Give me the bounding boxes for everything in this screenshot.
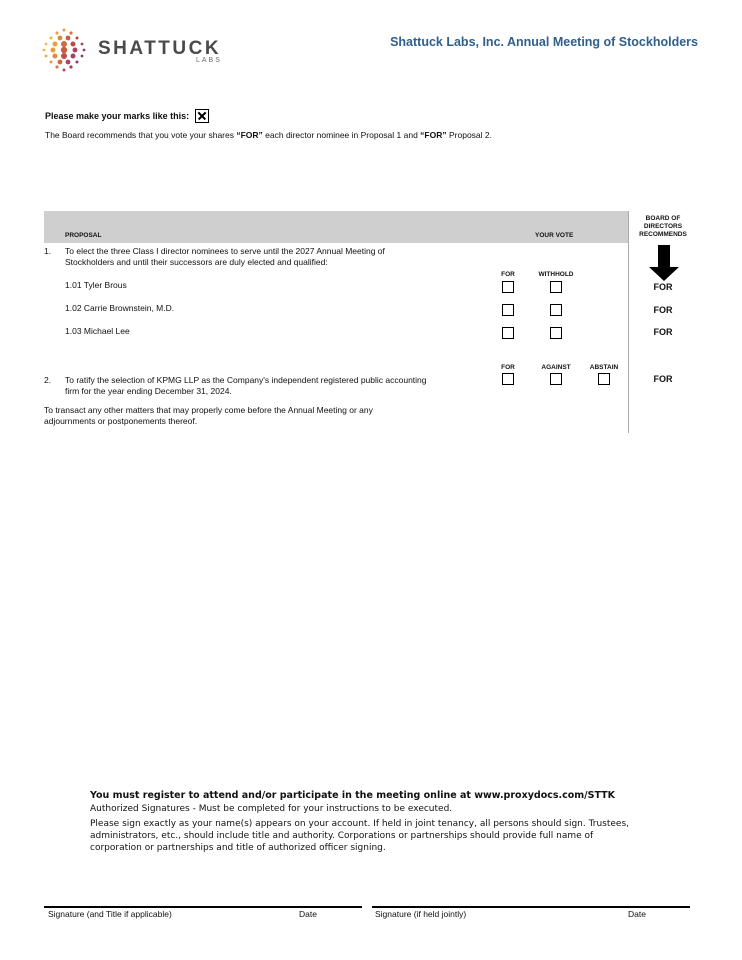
intro-for-2: “FOR” [420,130,447,140]
p2-against-column-header: AGAINST [541,364,571,371]
nominee-label: 1.03 Michael Lee [65,326,130,336]
other-matters-line: To transact any other matters that may properly come before the Annual Meeting or any [44,405,373,415]
date-2-label: Date [628,909,646,919]
nominee-3-for-checkbox[interactable] [502,327,514,339]
nominee-1-withhold-checkbox[interactable] [550,281,562,293]
signing-instruction-line: administrators, etc., should include title and authority. Corporations or partnerships should provide full name of [90,831,594,841]
p2-for-column-header: FOR [501,364,515,371]
proposal-1-number: 1. [44,246,52,256]
your-vote-column-header: YOUR VOTE [535,232,574,239]
board-recommends-header [630,215,696,239]
marks-label: Please make your marks like this: [45,111,190,121]
proposal-1-line: Stockholders and until their successors are duly elected and qualified: [65,256,328,267]
signing-instruction-line: corporation or partnerships and title of authorized officer signing. [90,843,386,853]
register-online-notice: You must register to attend and/or participate in the meeting online at www.proxydocs.com/STTK [90,790,616,801]
proposal-2-against-checkbox[interactable] [550,373,562,385]
nominee-1-for-checkbox[interactable] [502,281,514,293]
signature-line-2[interactable] [372,906,690,908]
proposal-2-recommendation: FOR [653,374,673,384]
intro-text-pre: The Board recommends that you vote your shares [45,130,237,140]
nominee-3-withhold-checkbox[interactable] [550,327,562,339]
proposal-2-text [65,375,427,396]
board-rec-line: BOARD OF [645,215,681,222]
proposal-column-header: PROPOSAL [65,232,102,239]
other-matters-text [44,405,373,426]
proposal-2-line: firm for the year ending December 31, 2024. [65,385,232,396]
p2-abstain-column-header: ABSTAIN [589,364,619,371]
recommend-arrow-icon [649,245,679,281]
intro-text-mid: each director nominee in Proposal 1 and [262,130,421,140]
signing-instructions [90,818,650,854]
nominee-2-recommendation: FOR [653,305,673,315]
proposal-2-line: To ratify the selection of KPMG LLP as the Company's independent registered public accounting [65,375,427,385]
nominee-label: 1.02 Carrie Brownstein, M.D. [65,303,175,313]
board-rec-line: DIRECTORS [643,223,683,230]
proposal-1-line: To elect the three Class I director nominees to serve until the 2027 Annual Meeting of [65,246,385,256]
nominee-2-withhold-checkbox[interactable] [550,304,562,316]
proposal-2-for-checkbox[interactable] [502,373,514,385]
signature-line-1[interactable] [44,906,362,908]
proposal-2-number: 2. [44,375,52,385]
proposal-2-abstain-checkbox[interactable] [598,373,610,385]
nominee-2-for-checkbox[interactable] [502,304,514,316]
page-title: Shattuck Labs, Inc. Annual Meeting of Stockholders [390,35,698,49]
sample-x-mark-icon [195,109,209,123]
nominee-1-recommendation: FOR [653,282,673,292]
authorized-signatures-note: Authorized Signatures - Must be completed for your instructions to be executed. [90,804,453,814]
signature-2-label: Signature (if held jointly) [375,909,467,919]
marks-instruction [45,109,209,123]
other-matters-line: adjournments or postponements thereof. [44,415,198,426]
logo-wordmark: SHATTUCK [98,38,222,59]
logo-subtitle: LABS [196,57,222,64]
board-rec-line: RECOMMENDS [639,231,687,238]
signature-1-label: Signature (and Title if applicable) [48,909,172,919]
proposal-1-text [65,246,385,267]
p1-for-column-header: FOR [501,271,515,278]
p1-withhold-column-header: WITHHOLD [538,271,574,278]
signing-instruction-line: Please sign exactly as your name(s) appears on your account. If held in joint tenancy, all persons should sign. Trustees, [90,819,630,829]
nominee-label: 1.01 Tyler Brous [65,280,127,290]
intro-text-post: Proposal 2. [446,130,492,140]
nominee-3-recommendation: FOR [653,327,673,337]
date-1-label: Date [299,909,317,919]
intro-for-1: “FOR” [236,130,263,140]
recommend-column-divider [628,211,629,433]
shattuck-logo-icon [40,26,88,72]
board-recommendation-intro [45,130,492,140]
